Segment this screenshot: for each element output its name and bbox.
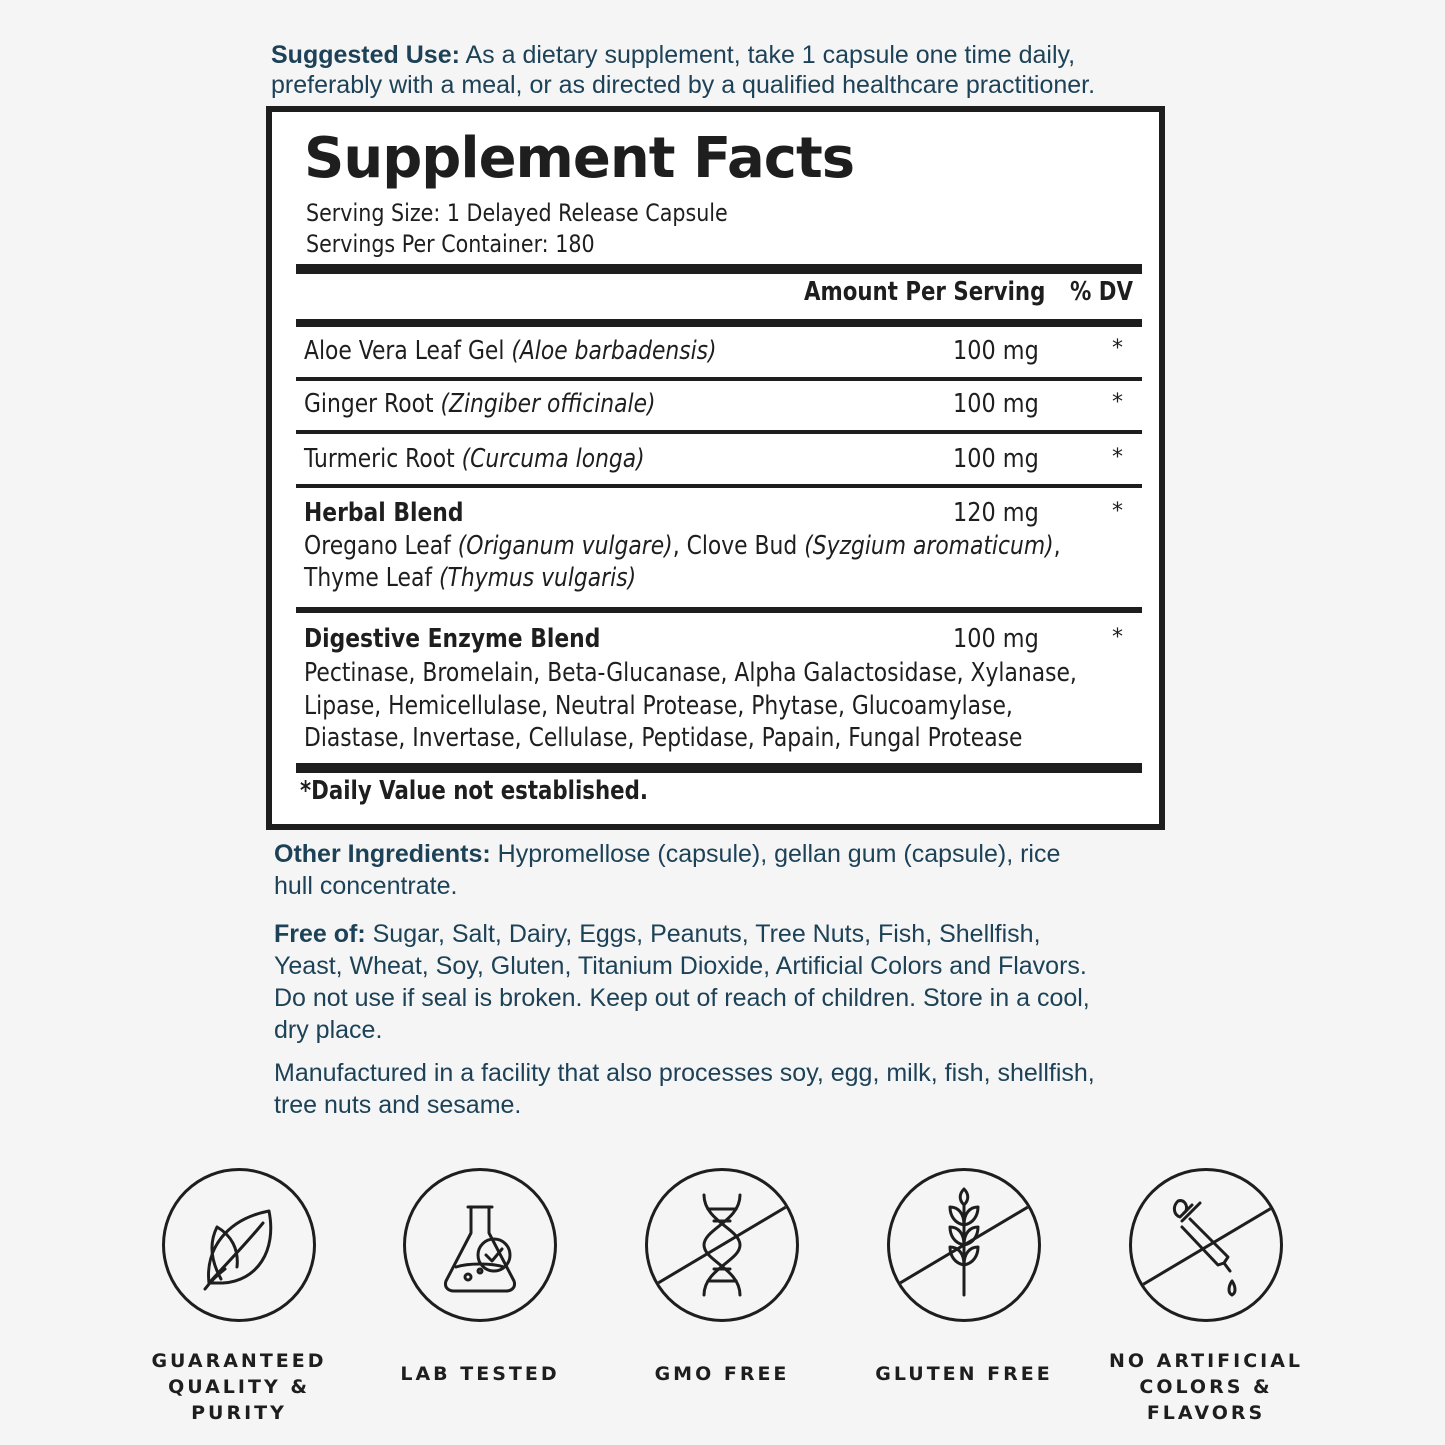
- dna-crossed-icon: [645, 1168, 799, 1322]
- badge-label: [1086, 1348, 1326, 1426]
- enzyme-blend-amount: 100 mg: [953, 624, 1039, 654]
- clove-name: , Clove Bud: [672, 531, 805, 561]
- ingredient-latin: (Zingiber officinale): [440, 389, 656, 419]
- thick-divider-bottom: [296, 763, 1142, 773]
- ingredient-row: [304, 443, 645, 475]
- free-of-text-2: Yeast, Wheat, Soy, Gluten, Titanium Dioxide, Artificial Colors and Flavors.: [274, 952, 1087, 980]
- row-divider: [296, 607, 1142, 613]
- badge-label-line: GMO FREE: [654, 1363, 790, 1385]
- ingredient-latin: (Aloe barbadensis): [511, 336, 717, 366]
- badge-quality: [119, 1168, 359, 1424]
- badge-lab-tested: [360, 1168, 600, 1385]
- ingredient-name: Aloe Vera Leaf Gel: [304, 336, 512, 366]
- herbal-blend-contents: [304, 530, 1061, 562]
- suggested-use-text: As a dietary supplement, take 1 capsule one time daily,: [459, 41, 1076, 69]
- ingredient-row: [304, 388, 656, 420]
- herbal-blend-dv: *: [1112, 499, 1123, 524]
- herbal-blend-amount: 120 mg: [953, 498, 1039, 528]
- free-of-label: Free of:: [274, 920, 366, 948]
- ingredient-row: [304, 335, 717, 367]
- amount-header: Amount Per Serving: [804, 277, 1046, 307]
- manufactured-note: [274, 1057, 1174, 1121]
- ingredient-name: Ginger Root: [304, 389, 441, 419]
- ingredient-dv: *: [1112, 445, 1123, 470]
- dv-header: % DV: [1070, 277, 1133, 307]
- leaf-icon: [162, 1168, 316, 1322]
- enzyme-blend-label: Digestive Enzyme Blend: [304, 624, 601, 654]
- other-ingredients: [274, 838, 1174, 902]
- facts-title: Supplement Facts: [304, 126, 855, 191]
- suggested-use-label: Suggested Use:: [271, 41, 460, 69]
- badge-label-line: LAB TESTED: [400, 1363, 560, 1385]
- enzyme-blend-name: [304, 623, 600, 655]
- ingredient-name: Turmeric Root: [304, 444, 462, 474]
- wheat-crossed-icon: [887, 1168, 1041, 1322]
- oregano-latin: (Origanum vulgare): [457, 531, 673, 561]
- thyme-name: Thyme Leaf: [304, 563, 440, 593]
- badge-gmo-free: [602, 1168, 842, 1385]
- ingredient-amount: 100 mg: [953, 389, 1039, 419]
- ingredient-amount: 100 mg: [953, 444, 1039, 474]
- badge-label: [602, 1361, 842, 1387]
- supplement-facts-panel: [266, 106, 1165, 830]
- header-divider: [296, 319, 1142, 327]
- other-ingredients-label: Other Ingredients:: [274, 840, 491, 868]
- oregano-name: Oregano Leaf: [304, 531, 458, 561]
- enzyme-blend-dv: *: [1112, 625, 1123, 650]
- badge-label-line: GUARANTEED: [151, 1350, 327, 1372]
- other-ingredients-text: Hypromellose (capsule), gellan gum (capsule), rice: [490, 840, 1061, 868]
- herbal-blend-contents-2: [304, 562, 636, 594]
- badge-label-line: GLUTEN FREE: [875, 1363, 1053, 1385]
- row-divider: [296, 377, 1142, 381]
- enzyme-list-3: Diastase, Invertase, Cellulase, Peptidase, Papain, Fungal Protease: [304, 723, 1023, 753]
- badge-gluten-free: [844, 1168, 1084, 1385]
- suggested-use: [271, 40, 1171, 100]
- badge-label-line: QUALITY & PURITY: [168, 1376, 310, 1424]
- herbal-blend-name: [304, 497, 463, 529]
- suggested-use-text-2: preferably with a meal, or as directed by a qualified healthcare practitioner.: [271, 71, 1096, 99]
- dropper-crossed-icon: [1129, 1168, 1283, 1322]
- badge-no-artificial: [1086, 1168, 1326, 1424]
- clove-latin: (Syzgium aromaticum): [804, 531, 1054, 561]
- serving-size: Serving Size: 1 Delayed Release Capsule: [306, 199, 728, 227]
- comma: ,: [1053, 531, 1061, 561]
- thick-divider: [296, 264, 1142, 274]
- free-of-text-4: dry place.: [274, 1016, 383, 1044]
- free-of-text-3: Do not use if seal is broken. Keep out of reach of children. Store in a cool,: [274, 984, 1090, 1012]
- row-divider: [296, 484, 1142, 488]
- herbal-blend-label: Herbal Blend: [304, 498, 464, 528]
- badge-label-line: NO ARTIFICIAL: [1108, 1350, 1304, 1372]
- ingredient-amount: 100 mg: [953, 336, 1039, 366]
- manufactured-text-2: tree nuts and sesame.: [274, 1091, 522, 1119]
- ingredient-dv: *: [1112, 390, 1123, 415]
- ingredient-dv: *: [1112, 336, 1123, 361]
- badge-label: [360, 1361, 600, 1387]
- badge-label-line: COLORS & FLAVORS: [1139, 1376, 1273, 1424]
- enzyme-list-2: Lipase, Hemicellulase, Neutral Protease, Phytase, Glucoamylase,: [304, 691, 1013, 721]
- thyme-latin: (Thymus vulgaris): [439, 563, 637, 593]
- enzyme-list-1: Pectinase, Bromelain, Beta-Glucanase, Alpha Galactosidase, Xylanase,: [304, 658, 1077, 688]
- serving-info: [306, 198, 728, 260]
- dv-footnote: *Daily Value not established.: [300, 776, 649, 806]
- servings-per-container: Servings Per Container: 180: [306, 230, 595, 258]
- flask-check-icon: [403, 1168, 557, 1322]
- badge-label: [844, 1361, 1084, 1387]
- row-divider: [296, 430, 1142, 434]
- free-of-text: Sugar, Salt, Dairy, Eggs, Peanuts, Tree Nuts, Fish, Shellfish,: [365, 920, 1041, 948]
- free-of: [274, 918, 1174, 1046]
- ingredient-latin: (Curcuma longa): [461, 444, 645, 474]
- manufactured-text: Manufactured in a facility that also processes soy, egg, milk, fish, shellfish,: [274, 1059, 1095, 1087]
- other-ingredients-text-2: hull concentrate.: [274, 872, 458, 900]
- badge-label: [119, 1348, 359, 1426]
